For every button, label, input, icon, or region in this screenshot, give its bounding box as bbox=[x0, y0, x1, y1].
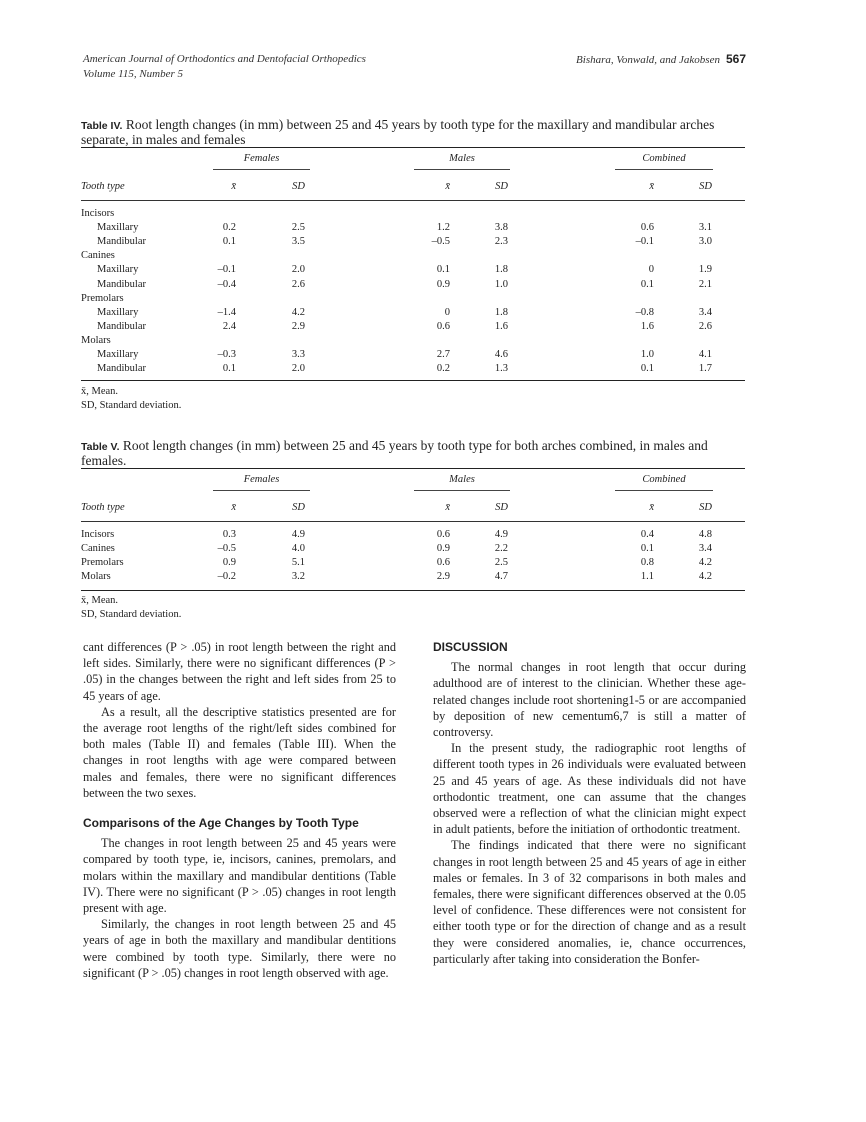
group-rule bbox=[615, 169, 713, 170]
column-header-mean: x̄ bbox=[231, 502, 236, 513]
table-cell: 4.2 bbox=[291, 306, 305, 318]
table-cell: 0 bbox=[648, 264, 654, 276]
header-rule bbox=[81, 200, 745, 201]
journal-volume: Volume 115, Number 5 bbox=[83, 68, 184, 80]
column-header-sd: SD bbox=[292, 502, 305, 513]
table4-caption bbox=[81, 118, 745, 147]
table-cell: 2.0 bbox=[291, 264, 305, 276]
paragraph: cant differences (P > .05) in root length between the right and left sides. Similarly, there were no significant differences (P > .05) in the changes between the right and left sides from 25 to 45 years of age. bbox=[83, 640, 396, 703]
group-rule bbox=[213, 169, 310, 170]
table5-label: Table V. bbox=[81, 441, 120, 453]
table-cell: 0.9 bbox=[222, 557, 236, 569]
table-cell: 2.6 bbox=[291, 278, 305, 290]
authors: Bishara, Vonwald, and Jakobsen bbox=[576, 54, 720, 66]
table-cell: 0.2 bbox=[222, 222, 236, 234]
table4-bottom-rule bbox=[81, 380, 745, 381]
column-header-mean: x̄ bbox=[445, 502, 450, 513]
group-rule bbox=[615, 490, 713, 491]
table-cell: 0.1 bbox=[436, 264, 450, 276]
row-sublabel: Mandibular bbox=[97, 363, 146, 375]
running-header-journal bbox=[83, 52, 366, 82]
table-cell: 1.6 bbox=[640, 320, 654, 332]
table-cell: 0.1 bbox=[222, 236, 236, 248]
table-cell: 3.5 bbox=[291, 236, 305, 248]
section-heading: Comparisons of the Age Changes by Tooth Type bbox=[83, 816, 359, 831]
table-cell: 4.7 bbox=[494, 571, 508, 583]
header-rule bbox=[81, 521, 745, 522]
group-rule bbox=[414, 490, 510, 491]
row-label: Incisors bbox=[81, 208, 115, 219]
row-sublabel: Maxillary bbox=[97, 349, 139, 360]
column-header-mean: x̄ bbox=[649, 181, 654, 192]
table-cell: 1.8 bbox=[494, 306, 508, 318]
table-cell: 0.9 bbox=[436, 278, 450, 290]
table-cell: 4.2 bbox=[698, 557, 712, 569]
table-cell: –0.3 bbox=[217, 349, 236, 360]
table-cell: 3.2 bbox=[291, 571, 305, 583]
table4-footnote-sd: SD, Standard deviation. bbox=[81, 400, 182, 411]
group-header: Males bbox=[449, 153, 475, 164]
table-cell: 1.7 bbox=[698, 363, 712, 375]
paragraph: The normal changes in root length that occur during adulthood are of interest to the clinician. Whether these age-related changes include root shortening1-5 or are accompanied by deposition of new cementum6,7 is still a matter of controversy. bbox=[433, 660, 746, 740]
table-cell: 1.0 bbox=[494, 278, 508, 290]
column-header-mean: x̄ bbox=[649, 502, 654, 513]
row-label: Canines bbox=[81, 250, 115, 262]
table-cell: 0.1 bbox=[222, 363, 236, 375]
table-cell: 0 bbox=[444, 306, 450, 318]
group-rule bbox=[213, 490, 310, 491]
table-cell: 0.1 bbox=[640, 543, 654, 555]
table-cell: 2.9 bbox=[436, 571, 450, 583]
row-sublabel: Mandibular bbox=[97, 320, 146, 332]
paragraph: Similarly, the changes in root length between 25 and 45 years of age in both the maxillary and mandibular dentitions were combined by tooth type. Similarly, there were no significant (P > .05) changes in root length observed with age. bbox=[83, 917, 396, 980]
table-cell: 3.8 bbox=[494, 222, 508, 234]
row-sublabel: Maxillary bbox=[97, 222, 139, 234]
table-cell: 2.9 bbox=[291, 320, 305, 332]
row-sublabel: Mandibular bbox=[97, 278, 146, 290]
table-cell: –0.5 bbox=[431, 236, 450, 248]
table-cell: 0.4 bbox=[640, 529, 654, 540]
table5-top-rule bbox=[81, 468, 745, 469]
row-sublabel: Maxillary bbox=[97, 264, 139, 276]
column-header-mean: x̄ bbox=[445, 181, 450, 192]
table-cell: 3.1 bbox=[698, 222, 712, 234]
body-right-column bbox=[433, 639, 746, 967]
paragraph: As a result, all the descriptive statistics presented are for the average root lengths of the right/left sides combined for both males (Table II) and females (Table III). When the changes in root lengths with age were compared between males and females, there were no significant differences between the two sexes. bbox=[83, 704, 396, 800]
table-cell: 0.6 bbox=[436, 529, 450, 540]
table-cell: 0.6 bbox=[640, 222, 654, 234]
table-cell: 2.0 bbox=[291, 363, 305, 375]
table-cell: 2.2 bbox=[494, 543, 508, 555]
page-number: 567 bbox=[725, 52, 746, 66]
table-cell: 2.3 bbox=[494, 236, 508, 248]
column-header-mean: x̄ bbox=[231, 181, 236, 192]
group-header: Combined bbox=[642, 474, 686, 485]
table5-footnote-mean: x̄, Mean. bbox=[81, 595, 119, 606]
row-label: Premolars bbox=[81, 557, 124, 569]
table4-label: Table IV. bbox=[81, 120, 123, 132]
table-cell: 3.3 bbox=[291, 349, 305, 360]
column-header-sd: SD bbox=[292, 181, 305, 192]
table-cell: 4.1 bbox=[698, 349, 712, 360]
column-header-sd: SD bbox=[699, 181, 712, 192]
table-cell: 0.1 bbox=[640, 363, 654, 375]
table5-caption-text: Root length changes (in mm) between 25 and 45 years by tooth type for both arches combined, in males and females. bbox=[81, 438, 708, 468]
table-cell: 0.9 bbox=[436, 543, 450, 555]
table-cell: 1.9 bbox=[698, 264, 712, 276]
table-cell: 2.5 bbox=[291, 222, 305, 234]
table-cell: 0.6 bbox=[436, 320, 450, 332]
table-cell: 2.6 bbox=[698, 320, 712, 332]
table5-footnote-sd: SD, Standard deviation. bbox=[81, 609, 182, 620]
table-cell: 4.8 bbox=[698, 529, 712, 540]
journal-title: American Journal of Orthodontics and Dentofacial Orthopedics bbox=[83, 53, 366, 65]
table-cell: 4.9 bbox=[291, 529, 305, 540]
group-header: Females bbox=[243, 153, 280, 164]
table-cell: 0.1 bbox=[640, 278, 654, 290]
table-cell: –0.8 bbox=[635, 306, 654, 318]
table-cell: 2.4 bbox=[222, 320, 236, 332]
column-header-sd: SD bbox=[495, 502, 508, 513]
row-sublabel: Mandibular bbox=[97, 236, 146, 248]
table-cell: 5.1 bbox=[291, 557, 305, 569]
table-cell: –0.1 bbox=[217, 264, 236, 276]
paragraph: The changes in root length between 25 and 45 years were compared by tooth type, ie, incisors, canines, premolars, and molars within the maxillary and mandibular dentitions (Table IV). There were no significant (P > .05) changes in root length present with age. bbox=[83, 836, 396, 916]
table-cell: 1.3 bbox=[494, 363, 508, 375]
group-header: Females bbox=[243, 474, 280, 485]
group-rule bbox=[414, 169, 510, 170]
table-cell: 3.4 bbox=[698, 543, 712, 555]
table-cell: 0.6 bbox=[436, 557, 450, 569]
column-header-sd: SD bbox=[699, 502, 712, 513]
table-cell: 4.9 bbox=[494, 529, 508, 540]
running-header-authors bbox=[576, 52, 746, 66]
table-cell: 1.8 bbox=[494, 264, 508, 276]
table-cell: 0.3 bbox=[222, 529, 236, 540]
table4-footnote-mean: x̄, Mean. bbox=[81, 386, 119, 397]
table-cell: 0.8 bbox=[640, 557, 654, 569]
table-cell: 1.1 bbox=[640, 571, 654, 583]
table-cell: 2.5 bbox=[494, 557, 508, 569]
table5-caption bbox=[81, 439, 745, 468]
table-cell: –0.2 bbox=[217, 571, 236, 583]
table-cell: 2.7 bbox=[436, 349, 450, 360]
table5-bottom-rule bbox=[81, 590, 745, 591]
row-sublabel: Maxillary bbox=[97, 306, 139, 318]
table-cell: 1.2 bbox=[436, 222, 450, 234]
section-heading-discussion: DISCUSSION bbox=[433, 640, 508, 654]
group-header: Males bbox=[449, 474, 475, 485]
table-cell: 4.2 bbox=[698, 571, 712, 583]
table-cell: –0.1 bbox=[635, 236, 654, 248]
table-cell: 2.1 bbox=[698, 278, 712, 290]
group-header: Combined bbox=[642, 153, 686, 164]
body-left-column bbox=[83, 639, 396, 981]
table-cell: –1.4 bbox=[217, 306, 236, 318]
table-cell: 4.6 bbox=[494, 349, 508, 360]
row-label: Molars bbox=[81, 571, 111, 583]
table4-caption-text: Root length changes (in mm) between 25 and 45 years by tooth type for the maxillary and mandibular arches separate, in males and females bbox=[81, 117, 715, 147]
table-cell: 1.0 bbox=[640, 349, 654, 360]
table-cell: –0.4 bbox=[217, 278, 236, 290]
paragraph: The findings indicated that there were no significant changes in root length between 25 and 45 years of age in either males or females. In 3 of 32 comparisons in both males and females, there were significant differences observed at the 0.05 level of confidence. These differences were not consistent for either tooth type or for the direction of change and as a result they were considered anomalies, ie, chance occurrences, particularly after taking into consideration the Bonfer- bbox=[433, 838, 746, 966]
table-cell: 4.0 bbox=[291, 543, 305, 555]
table4-top-rule bbox=[81, 147, 745, 148]
row-label: Molars bbox=[81, 334, 111, 346]
table-cell: 0.2 bbox=[436, 363, 450, 375]
paragraph: In the present study, the radiographic root lengths of different tooth types in 26 individuals were evaluated between 25 and 45 years of age. As these individuals did not have orthodontic treatment, one can assume that the changes observed were a reflection of what the clinician might expect in adult patients, before the initiation of orthodontic treatment. bbox=[433, 741, 746, 837]
column-header-tooth-type: Tooth type bbox=[81, 181, 125, 192]
table-cell: –0.5 bbox=[217, 543, 236, 555]
column-header-sd: SD bbox=[495, 181, 508, 192]
row-label: Incisors bbox=[81, 529, 115, 540]
table-cell: 3.4 bbox=[698, 306, 712, 318]
table-cell: 3.0 bbox=[698, 236, 712, 248]
row-label: Premolars bbox=[81, 292, 124, 304]
row-label: Canines bbox=[81, 543, 115, 555]
column-header-tooth-type: Tooth type bbox=[81, 502, 125, 513]
table-cell: 1.6 bbox=[494, 320, 508, 332]
